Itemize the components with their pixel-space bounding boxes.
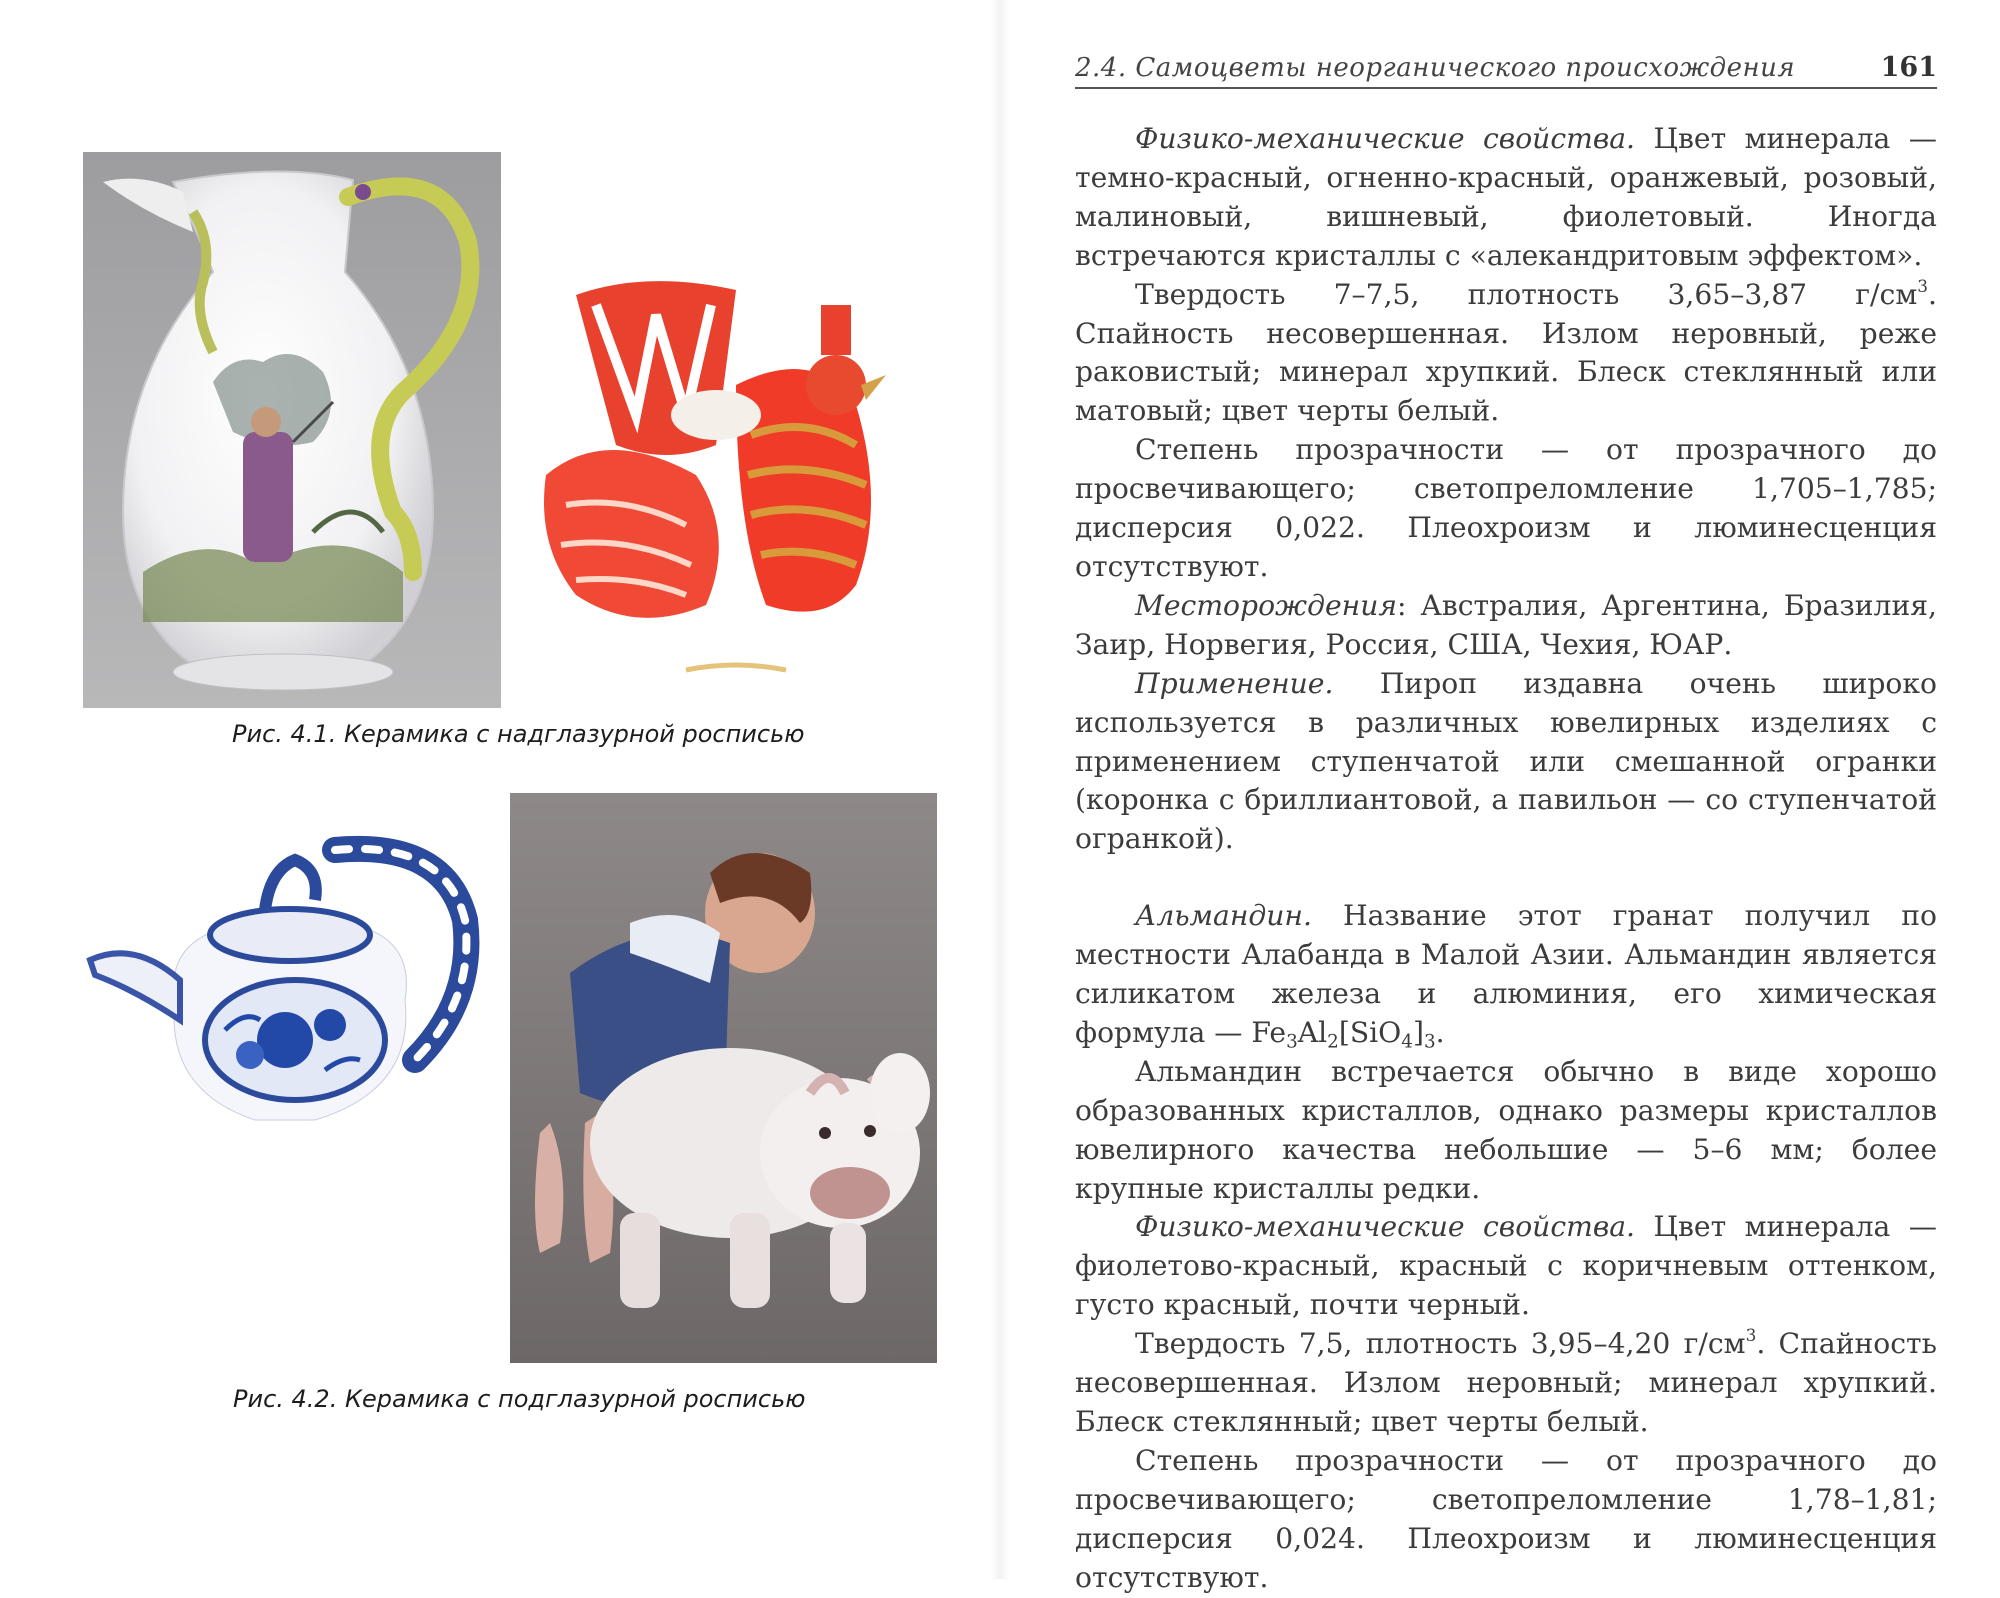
paragraph-text: Альмандин встречается обычно в виде хорошо образованных кристаллов, однако размеры кристаллов ювелирного качества небольшие — 5–6 мм; более крупные кристаллы редки. <box>1075 1054 1937 1205</box>
paragraph <box>1075 120 1937 276</box>
chemical-formula <box>1251 1015 1445 1053</box>
paragraph <box>1075 897 1937 1053</box>
formula-part: . <box>1435 1015 1445 1049</box>
paragraph <box>1075 276 1937 432</box>
superscript: 3 <box>1917 275 1929 296</box>
paragraph-lead: Физико-механические свойства. <box>1135 1210 1635 1244</box>
paragraph <box>1075 587 1937 665</box>
body-text <box>1075 120 1937 1598</box>
paragraph <box>1075 1442 1937 1598</box>
paragraph-lead: Применение. <box>1135 666 1334 700</box>
gzhel-teapot-photo <box>85 830 495 1160</box>
paragraph-text: Название этот гранат получил по местности Алабанда в Малой Азии. Альмандин является силикатом железа и алюминия, его химическая формула — <box>1075 899 1937 1049</box>
paragraph <box>1075 1208 1937 1325</box>
paragraph-text: Цвет минерала — фиолетово-красный, красный с коричневым оттенком, густо красный, почти черный. <box>1075 1210 1937 1322</box>
paragraph-text: Твердость 7,5, плотность 3,95–4,20 г/см <box>1135 1327 1746 1361</box>
paragraph-text: Пироп издавна очень широко используется в различных ювелирных изделиях с применением ступенчатой или смешанной огранки (коронка с бриллиантовой, а павильон — со ступенчатой огранкой). <box>1075 666 1937 856</box>
paragraph-lead: Месторождения <box>1135 588 1398 622</box>
paragraph-text: . Спайность несовершенная. Излом неровный; минерал хрупкий. Блеск стеклянный; цвет черты белый. <box>1075 1327 1937 1438</box>
paragraph-text: Степень прозрачности — от прозрачного до просвечивающего; светопреломление 1,78–1,81; дисперсия 0,024. Плеохроизм и люминесценция отсутствуют. <box>1075 1443 1937 1594</box>
red-rooster-figurine-photo <box>536 275 936 705</box>
formula-part: ] <box>1412 1015 1424 1049</box>
left-page <box>0 0 1010 1579</box>
formula-subscript: 4 <box>1401 1031 1413 1053</box>
formula-part: Al <box>1297 1015 1328 1049</box>
paragraph-text: Степень прозрачности — от прозрачного до просвечивающего; светопреломление 1,705–1,785; дисперсия 0,022. Плеохроизм и люминесценция отсутствуют. <box>1075 433 1937 583</box>
paragraph-lead: Альмандин. <box>1135 899 1312 933</box>
section-title: 2.4. Самоцветы неорганического происхождения <box>1075 53 1796 83</box>
formula-part: [SiO <box>1338 1015 1402 1049</box>
paragraph <box>1075 431 1937 587</box>
paragraph <box>1075 1053 1937 1209</box>
formula-subscript: 2 <box>1327 1031 1339 1053</box>
figure-caption-4-1: Рис. 4.1. Керамика с надглазурной росписью <box>232 720 805 748</box>
formula-subscript: 3 <box>1286 1031 1298 1053</box>
paragraph-text: Твердость 7–7,5, плотность 3,65–3,87 г/см <box>1135 277 1918 311</box>
paragraph-text: . Спайность несовершенная. Излом неровный, реже раковистый; минерал хрупкий. Блеск стеклянный или матовый; цвет черты белый. <box>1075 277 1937 428</box>
paragraph-lead: Физико-механические свойства. <box>1135 122 1635 155</box>
figure-caption-4-2: Рис. 4.2. Керамика с подглазурной росписью <box>233 1385 806 1413</box>
page-number: 161 <box>1880 52 1937 83</box>
formula-part: Fe <box>1251 1015 1287 1049</box>
paragraph <box>1075 665 1937 860</box>
painted-jug-photo <box>83 152 501 708</box>
paragraph-text: Цвет минерала — темно-красный, огненно-красный, оранжевый, розовый, малиновый, вишневый, фиолетовый. Иногда встречаются кристаллы с «алекандритовым эффектом». <box>1075 122 1937 272</box>
running-head <box>1075 52 1937 89</box>
paragraph-text: : Австралия, Аргентина, Бразилия, Заир, Норвегия, Россия, США, Чехия, ЮАР. <box>1075 588 1937 661</box>
superscript: 3 <box>1745 1325 1757 1346</box>
boy-with-bulldog-figurine-photo <box>510 793 937 1363</box>
paragraph <box>1075 1325 1937 1442</box>
formula-subscript: 3 <box>1423 1031 1436 1053</box>
